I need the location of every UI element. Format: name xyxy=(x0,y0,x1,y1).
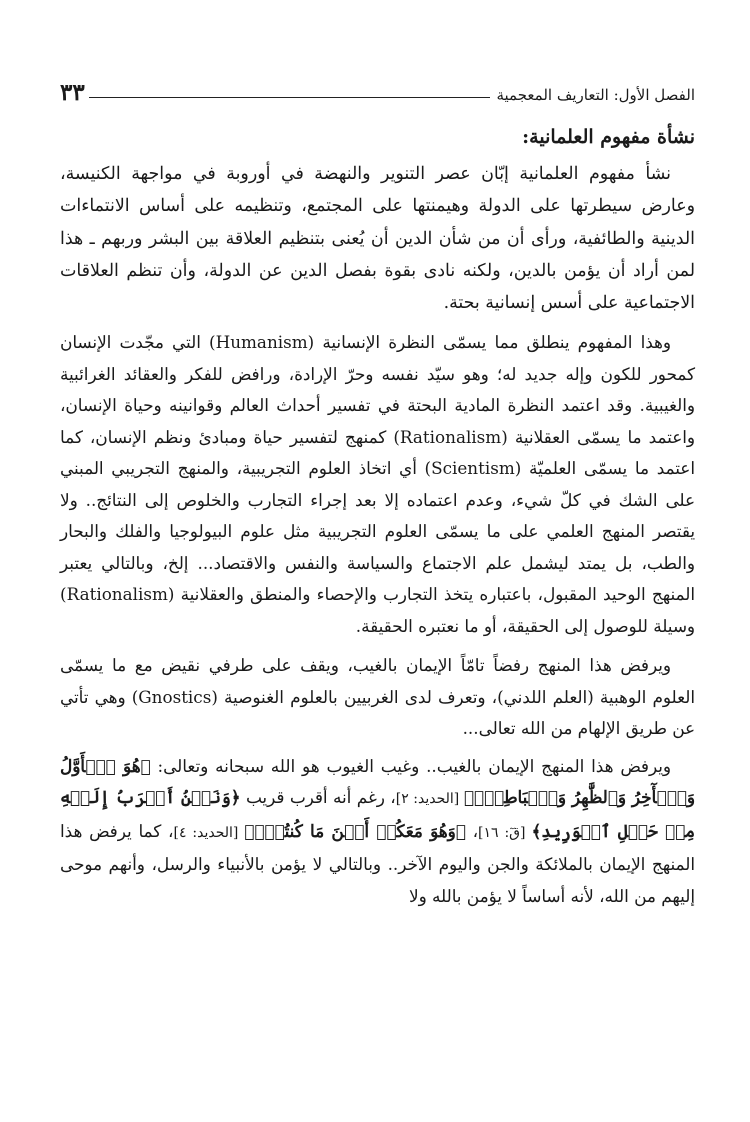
header-rule xyxy=(89,97,491,98)
quran-verse-3: ﴿وَهُوَ مَعَكُمۡ أَيۡنَ مَا كُنتُمۡۚ﴾ xyxy=(244,820,466,841)
verse-reference-3: [الحديد: ٤] xyxy=(173,824,245,841)
paragraph-4-outro: ، كما يرفض هذا المنهج الإيمان بالملائكة والجن واليوم الآخر.. وبالتالي لا يؤمن بالأنبياء والرسل، وأنهم موحى إليهم من الله، لأنه أساساً لا يؤمن بالله ولا xyxy=(60,820,695,906)
quran-verse-2: ﴿وَنَحۡنُ أَقۡرَبُ إِلَيۡهِ مِنۡ حَبۡلِ ٱلۡوَرِيدِ﴾ xyxy=(60,787,695,841)
page-number: ٣٣ xyxy=(60,79,85,106)
running-title: الفصل الأول: التعاريف المعجمية xyxy=(496,86,695,104)
paragraph-4-separator: ، xyxy=(465,820,479,841)
running-header xyxy=(60,70,695,104)
quran-verse-1: ﴿هُوَ ٱلۡأَوَّلُ وَٱلۡأٓخِرُ وَٱلظَّٰهِرُ وَٱلۡبَاطِنُۖ﴾ xyxy=(60,755,695,808)
verse-reference-1: [الحديد: ٢] xyxy=(395,791,464,808)
verse-reference-2: [قٓ: ١٦] xyxy=(478,824,532,841)
paragraph-4-intro: ويرفض هذا المنهج الإيمان بالغيب.. وغيب الغيوب هو الله سبحانه وتعالى: xyxy=(150,755,671,776)
paragraph-4-middle: ، رغم أنه أقرب قريب xyxy=(240,787,396,808)
paragraph-2: وهذا المفهوم ينطلق مما يسمّى النظرة الإنسانية (Humanism) التي مجّدت الإنسان كمحور للكون وإله جديد له؛ وهو سيّد نفسه وحرّ الإرادة، ورافض للفكر والعقائد الغرائبية والغيبية. وقد اعتمد النظرة المادية البحتة في تفسير أحداث العالم وقوانينه وحياة الإنسان، واعتمد ما يسمّى العقلانية (Rationalism) كمنهج لتفسير حياة ومبادئ ونظم الإنسان، كما اعتمد ما يسمّى العلميّة (Scientism) أي اتخاذ العلوم التجريبية، والمنهج التجريبي المبني على الشك في كلّ شيء، وعدم اعتماده إلا بعد إجراء التجارب والخلوص إلى النتائج.. ولا يقتصر المنهج العلمي على ما يسمّى العلوم التجريبية مثل علوم البيولوجيا والفلك والبحار والطب، بل يمتد ليشمل علم الاجتماع والسياسة والنفس والاقتصاد... إلخ، وبالتالي يعتبر المنهج الوحيد المقبول، باعتباره يتخذ التجارب والإحصاء والمنطق والعقلانية (Rationalism) وسيلة للوصول إلى الحقيقة، أو ما نعتبره الحقيقة. xyxy=(60,332,695,636)
paragraph-4 xyxy=(60,751,695,913)
paragraph-3: ويرفض هذا المنهج رفضاً تامّاً الإيمان بالغيب، ويقف على طرفي نقيض مع ما يسمّى العلوم الوهبية (العلم اللدني)، وتعرف لدى الغربيين بالعلوم الغنوصية (Gnostics) وهي تأتي عن طريق الإلهام من الله تعالى... xyxy=(60,655,695,739)
section-heading: نشأة مفهوم العلمانية: xyxy=(522,126,695,148)
document-page xyxy=(60,70,695,920)
paragraph-1: نشأ مفهوم العلمانية إبّان عصر التنوير والنهضة في أوروبة في مواجهة الكنيسة، وعارض سيطرتها على الدولة وهيمنتها على المجتمع، وتنظيمه على أساس الانتماءات الدينية والطائفية، ورأى أن من شأن الدين أن يُعنى بتنظيم العلاقة بين البشر وربهم ـ هذا لمن أراد أن يؤمن بالدين، ولكنه نادى بقوة بفصل الدين عن الدولة، وأن تنظم العلاقات الاجتماعية على أسس إنسانية بحتة. xyxy=(60,164,695,314)
